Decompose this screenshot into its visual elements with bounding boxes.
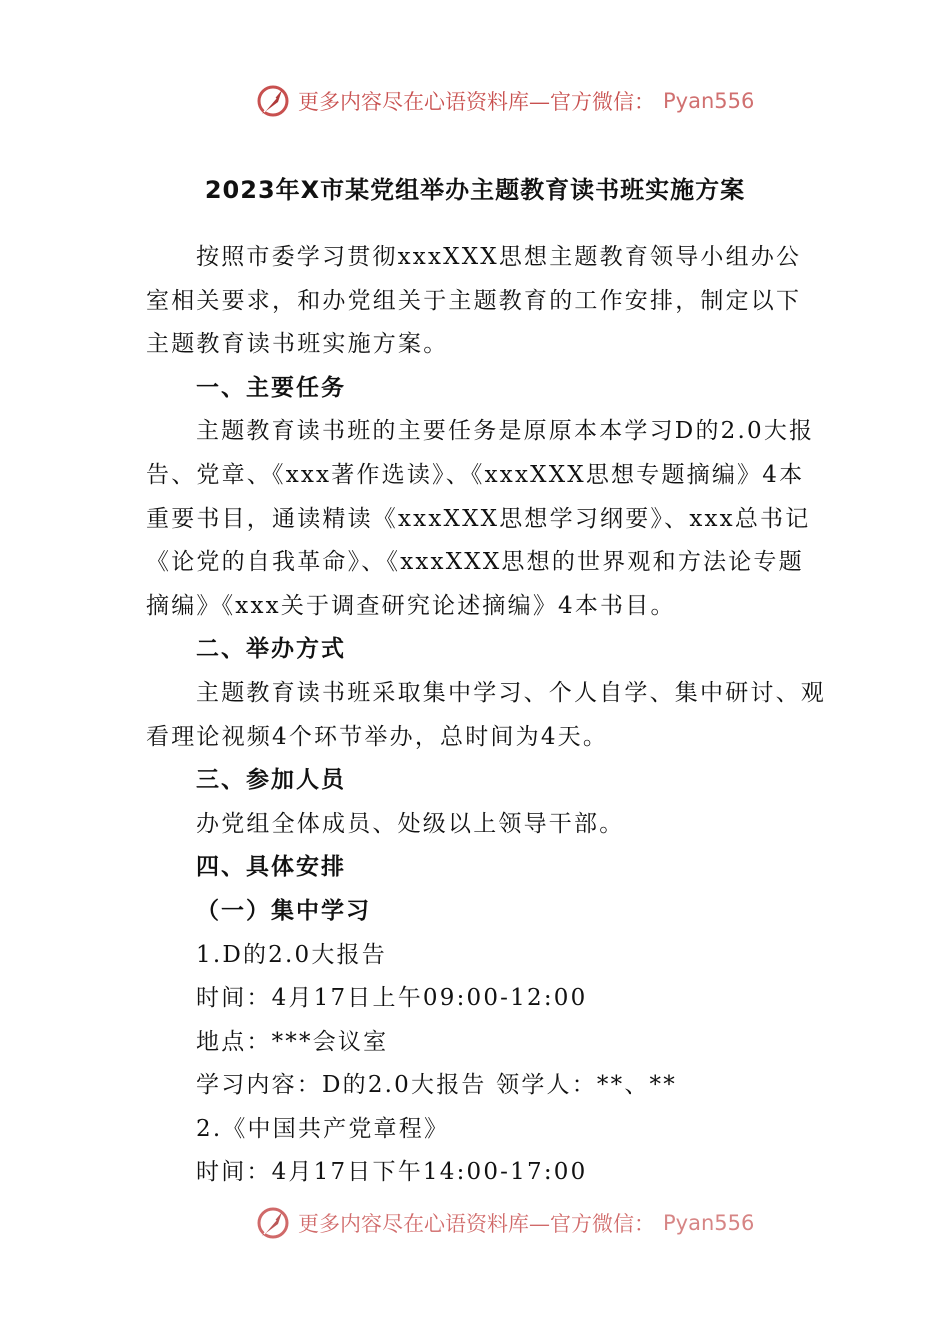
quill-logo-icon (256, 1206, 290, 1240)
section-heading-participants: 三、参加人员 (196, 767, 346, 794)
watermark-footer (256, 1206, 754, 1240)
item2-title: 2.《中国共产党章程》 (196, 1115, 450, 1142)
item1-place: 地点：***会议室 (196, 1028, 389, 1055)
quill-logo-icon (256, 84, 290, 118)
section-heading-tasks: 一、主要任务 (196, 374, 346, 401)
participants-paragraph: 办党组全体成员、处级以上领导干部。 (196, 810, 625, 837)
section-heading-arrangement: 四、具体安排 (196, 854, 346, 881)
item1-content: 学习内容：D的2.0大报告 领学人：**、** (196, 1072, 677, 1099)
item2-time: 时间：4月17日下午14:00-17:00 (196, 1159, 588, 1186)
watermark-text: 更多内容尽在心语资料库—官方微信： (298, 1212, 655, 1236)
tasks-paragraph: 主题教育读书班的主要任务是原原本本学习D的2.0大报告、党章、《xxx著作选读》、《xxxXXX思想专题摘编》4本重要书目，通读精读《xxxXXX思想学习纲要》、xxx总书记《论党的自我革命》、《xxxXXX思想的世界观和方法论专题摘编》《xxx关于调查研究论述摘编》4本书目。 (146, 418, 815, 619)
watermark-wechat-id: Pyan556 (663, 1211, 755, 1235)
watermark-header (256, 84, 754, 118)
item1-title: 1.D的2.0大报告 (196, 941, 387, 968)
watermark-text: 更多内容尽在心语资料库—官方微信： (298, 90, 655, 114)
subheading-central-study: （一）集中学习 (196, 897, 371, 924)
item1-time: 时间：4月17日上午09:00-12:00 (196, 985, 588, 1012)
section-heading-method: 二、举办方式 (196, 636, 346, 663)
watermark-wechat-id: Pyan556 (663, 89, 755, 113)
method-paragraph: 主题教育读书班采取集中学习、个人自学、集中研讨、观看理论视频4个环节举办，总时间为4天。 (146, 679, 826, 750)
document-title: 2023年X市某党组举办主题教育读书班实施方案 (204, 176, 746, 204)
intro-paragraph: 按照市委学习贯彻xxxXXX思想主题教育领导小组办公室相关要求，和办党组关于主题教育的工作安排，制定以下主题教育读书班实施方案。 (146, 244, 802, 358)
document-body (146, 236, 826, 1195)
